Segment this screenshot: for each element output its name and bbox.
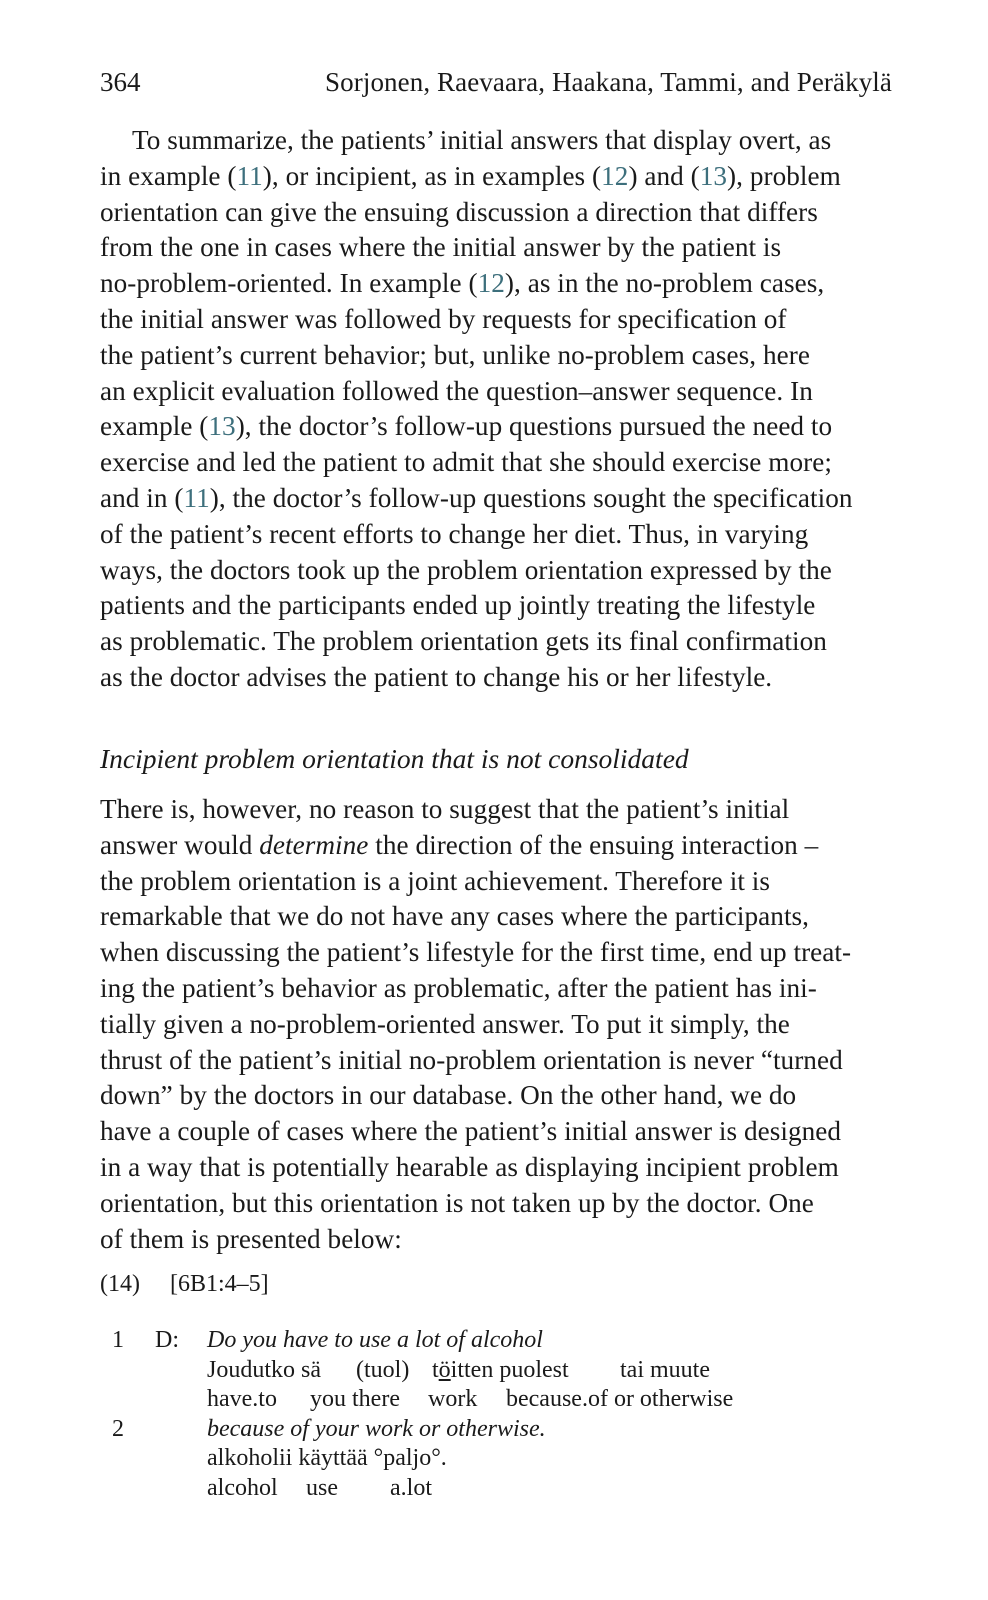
text-line: no-problem-oriented. In example (12), as in the no-problem cases, bbox=[100, 268, 825, 299]
finnish-word: töitten puolest bbox=[432, 1356, 569, 1383]
gloss-word: have.to bbox=[207, 1386, 277, 1413]
text-line: ways, the doctors took up the problem orientation expressed by the bbox=[100, 554, 832, 585]
text-line: have a couple of cases where the patient’s initial answer is designed bbox=[100, 1116, 842, 1147]
text-line: an explicit evaluation followed the question–answer sequence. In bbox=[100, 375, 813, 406]
finnish-word: Joudutko sä bbox=[207, 1356, 321, 1383]
running-head: Sorjonen, Raevaara, Haakana, Tammi, and Peräkylä bbox=[325, 67, 892, 97]
example-ref-link[interactable]: 11 bbox=[183, 482, 210, 513]
example-ref-link[interactable]: 11 bbox=[236, 160, 263, 191]
finnish-word: (tuol) bbox=[356, 1356, 410, 1383]
text-line: and in (11), the doctor’s follow-up questions sought the specification bbox=[100, 482, 853, 513]
page-header bbox=[100, 62, 892, 102]
paragraph-incipient bbox=[100, 792, 892, 1257]
line-number: 1 bbox=[112, 1327, 124, 1353]
page-number: 364 bbox=[100, 67, 141, 97]
gloss-word: alcohol bbox=[207, 1474, 278, 1501]
text-line: from the one in cases where the initial answer by the patient is bbox=[100, 232, 782, 263]
text-line: of the patient’s recent efforts to change her diet. Thus, in varying bbox=[100, 518, 809, 549]
example-ref-link[interactable]: 13 bbox=[208, 411, 236, 442]
text-line: answer would determine the direction of the ensuing interaction – bbox=[100, 829, 819, 860]
gloss-line bbox=[100, 1385, 892, 1415]
finnish-line bbox=[100, 1444, 892, 1474]
example-label bbox=[100, 1268, 299, 1300]
finnish-line bbox=[100, 1356, 892, 1386]
finnish-word: tai muute bbox=[620, 1356, 710, 1383]
text-line: example (13), the doctor’s follow-up questions pursued the need to bbox=[100, 411, 833, 442]
text-line: exercise and led the patient to admit that she should exercise more; bbox=[100, 447, 832, 478]
text-line: the initial answer was followed by requests for specification of bbox=[100, 303, 787, 334]
text-line: of them is presented below: bbox=[100, 1223, 402, 1254]
example-ref-link[interactable]: 13 bbox=[699, 160, 728, 191]
text-line: down” by the doctors in our database. On the other hand, we do bbox=[100, 1080, 797, 1111]
text-line: To summarize, the patients’ initial answers that display overt, as bbox=[132, 125, 832, 155]
gloss-word: use bbox=[306, 1474, 338, 1501]
section-heading: Incipient problem orientation that is not consolidated bbox=[100, 743, 689, 774]
text-line: when discussing the patient’s lifestyle for the first time, end up treat- bbox=[100, 937, 852, 968]
text-line: orientation, but this orientation is not taken up by the doctor. One bbox=[100, 1187, 814, 1218]
gloss-word: you there bbox=[310, 1386, 400, 1413]
text-line: remarkable that we do not have any cases where the participants, bbox=[100, 901, 810, 932]
line-number: 2 bbox=[112, 1415, 124, 1442]
text-line: in a way that is potentially hearable as displaying incipient problem bbox=[100, 1151, 839, 1182]
gloss-word: a.lot bbox=[390, 1474, 432, 1501]
text-line: patients and the participants ended up jointly treating the lifestyle bbox=[100, 590, 816, 621]
translation-text: because of your work or otherwise. bbox=[207, 1415, 546, 1442]
gloss-word: work bbox=[428, 1386, 478, 1413]
transcript-line bbox=[100, 1326, 892, 1356]
text-line: orientation can give the ensuing discussion a direction that differs bbox=[100, 196, 818, 227]
speaker-label: D: bbox=[155, 1327, 179, 1353]
transcript-line bbox=[100, 1415, 892, 1445]
gloss-line bbox=[100, 1474, 892, 1504]
example-ref-link[interactable]: 12 bbox=[601, 160, 629, 191]
example-number: (14) bbox=[100, 1271, 140, 1297]
translation-text: Do you have to use a lot of alcohol bbox=[207, 1327, 543, 1353]
transcript bbox=[100, 1326, 892, 1504]
example-ref-link[interactable]: 12 bbox=[477, 268, 505, 299]
text-line: in example (11), or incipient, as in examples (12) and (13), problem bbox=[100, 160, 841, 191]
text-line: as problematic. The problem orientation gets its final confirmation bbox=[100, 626, 827, 657]
text-line: the patient’s current behavior; but, unlike no-problem cases, here bbox=[100, 339, 810, 370]
text-line: There is, however, no reason to suggest that the patient’s initial bbox=[100, 794, 790, 824]
gloss-word: because.of or otherwise bbox=[506, 1386, 734, 1413]
text-line: thrust of the patient’s initial no-problem orientation is never “turned bbox=[100, 1044, 843, 1075]
text-line: tially given a no-problem-oriented answer. To put it simply, the bbox=[100, 1008, 790, 1039]
emphasis: determine bbox=[259, 829, 369, 860]
text-line: as the doctor advises the patient to change his or her lifestyle. bbox=[100, 661, 773, 692]
text-line: the problem orientation is a joint achievement. Therefore it is bbox=[100, 865, 771, 896]
paragraph-summary bbox=[100, 123, 892, 696]
finnish-text: alkoholii käyttää °paljo°. bbox=[207, 1445, 447, 1472]
example-code: [6B1:4–5] bbox=[169, 1271, 269, 1297]
text-line: ing the patient’s behavior as problematic, after the patient has ini- bbox=[100, 972, 817, 1003]
